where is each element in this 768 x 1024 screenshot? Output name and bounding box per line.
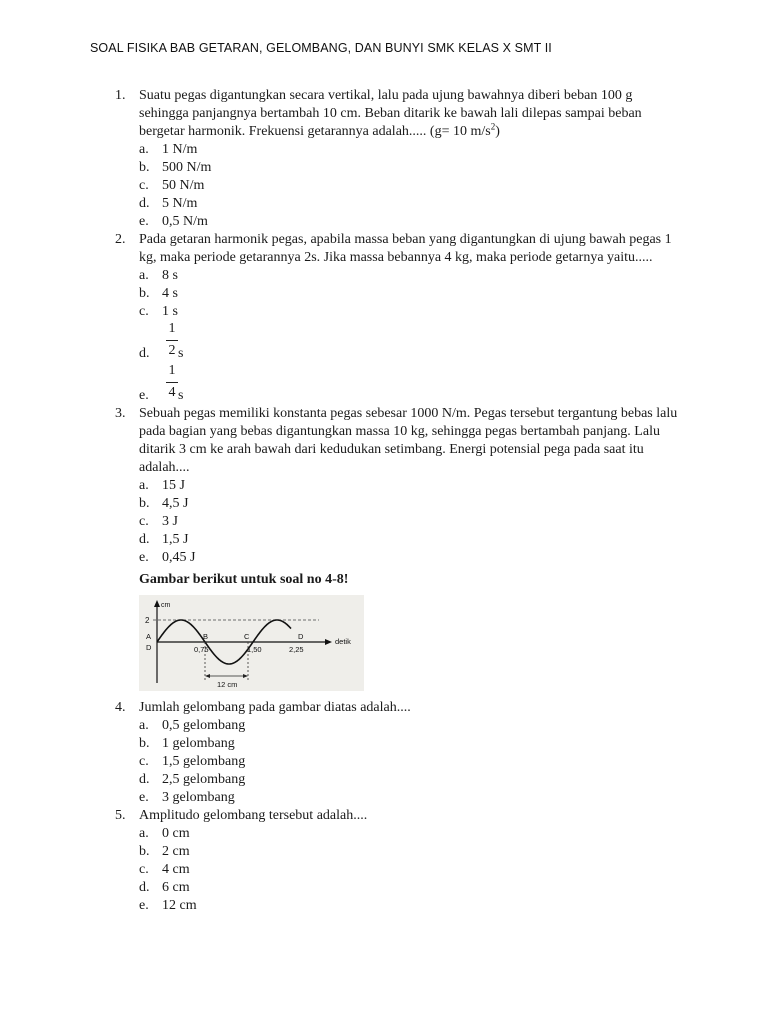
y-axis-arrow: [154, 600, 160, 607]
fraction-bar: [166, 340, 178, 341]
option-b[interactable]: [0, 843, 768, 861]
question-2: [0, 231, 768, 405]
option-list: [0, 141, 768, 231]
option-b[interactable]: [0, 159, 768, 177]
question-4: [0, 699, 768, 807]
option-d[interactable]: [0, 321, 768, 363]
option-text: 1 s: [162, 304, 178, 319]
fraction-unit: s: [178, 346, 184, 361]
option-label: b.: [139, 736, 150, 751]
page-header: SOAL FISIKA BAB GETARAN, GELOMBANG, DAN BUNYI SMK KELAS X SMT II: [90, 41, 552, 55]
fraction-denominator: 4: [168, 385, 176, 400]
option-label: c.: [139, 754, 149, 769]
option-label: a.: [139, 718, 149, 733]
option-label: a.: [139, 478, 149, 493]
option-label: d.: [139, 772, 150, 787]
option-a[interactable]: [0, 267, 768, 285]
option-a[interactable]: [0, 141, 768, 159]
option-text: 3 gelombang: [162, 790, 235, 805]
question-text: Amplitudo gelombang tersebut adalah....: [139, 808, 368, 823]
option-c[interactable]: [0, 513, 768, 531]
option-label: d.: [139, 196, 150, 211]
option-d[interactable]: [0, 771, 768, 789]
option-text: 0,5 gelombang: [162, 718, 246, 733]
fraction-numerator: 1: [168, 363, 176, 378]
option-label: b.: [139, 160, 150, 175]
point-b-label: B: [203, 632, 209, 641]
option-d[interactable]: [0, 195, 768, 213]
option-label: b.: [139, 496, 150, 511]
option-text: 2,5 gelombang: [162, 772, 246, 787]
question-number: 4.: [115, 700, 126, 715]
option-c[interactable]: [0, 861, 768, 879]
option-e[interactable]: [0, 549, 768, 567]
option-e[interactable]: [0, 897, 768, 915]
option-e[interactable]: [0, 363, 768, 405]
option-list: [0, 825, 768, 915]
option-text: 500 N/m: [162, 160, 212, 175]
option-text: 0,45 J: [162, 550, 196, 565]
question-text: Pada getaran harmonik pegas, apabila massa beban yang digantungkan di ujung bawah pegas 1 kg, maka periode getarannya 2s. Jika massa bebannya 4 kg, maka periode getarnya yaitu.....: [139, 232, 672, 265]
option-e[interactable]: [0, 789, 768, 807]
option-label: a.: [139, 142, 149, 157]
figure-title: Gambar berikut untuk soal no 4-8!: [139, 572, 349, 587]
origin-label: D: [146, 643, 152, 652]
point-a-label: A: [146, 632, 152, 641]
x-tick-label-3: 2,25: [289, 645, 304, 654]
option-text: 0 cm: [162, 826, 190, 841]
option-text: 4,5 J: [162, 496, 189, 511]
option-c[interactable]: [0, 753, 768, 771]
option-e[interactable]: [0, 213, 768, 231]
fraction-bar: [166, 382, 178, 383]
option-text: 8 s: [162, 268, 178, 283]
question-number: 5.: [115, 808, 126, 823]
point-c-label: C: [244, 632, 250, 641]
option-d[interactable]: [0, 531, 768, 549]
y-tick-label: 2: [145, 616, 150, 625]
option-label: e.: [139, 388, 149, 403]
option-label: d.: [139, 532, 150, 547]
question-text: Sebuah pegas memiliki konstanta pegas sebesar 1000 N/m. Pegas tersebut tergantung bebas lalu pada bagian yang bebas digantungkan massa 10 kg, sehingga pegas bertambah panjang. Lalu ditarik 3 cm ke arah bawah dari kedudukan setimbang. Energi potensial pega pada saat itu adalah....: [139, 406, 678, 475]
fraction-denominator: 2: [168, 343, 176, 358]
option-text: 12 cm: [162, 898, 197, 913]
question-text: Jumlah gelombang pada gambar diatas adalah....: [139, 700, 411, 715]
question-5: [0, 807, 768, 915]
y-unit-label: cm: [161, 602, 171, 609]
option-text: 3 J: [162, 514, 178, 529]
option-text: 5 N/m: [162, 196, 198, 211]
option-b[interactable]: [0, 495, 768, 513]
wave-figure: [139, 595, 364, 691]
option-text: 4 s: [162, 286, 178, 301]
span-arrow-left: [205, 674, 210, 678]
option-list: [0, 717, 768, 807]
wave-diagram: [139, 595, 364, 691]
point-d-label: D: [298, 632, 304, 641]
question-number: 1.: [115, 88, 126, 103]
option-label: a.: [139, 826, 149, 841]
option-label: c.: [139, 178, 149, 193]
option-text: 1,5 gelombang: [162, 754, 246, 769]
option-label: d.: [139, 880, 150, 895]
x-tick-label-2: 1,50: [247, 645, 262, 654]
option-text: 2 cm: [162, 844, 190, 859]
option-label: b.: [139, 286, 150, 301]
fraction: [166, 321, 178, 359]
x-tick-label-1: 0,75: [194, 645, 209, 654]
option-text: 1 gelombang: [162, 736, 235, 751]
option-label: c.: [139, 862, 149, 877]
option-label: e.: [139, 898, 149, 913]
question-1: [0, 87, 768, 231]
question-text: Suatu pegas digantungkan secara vertikal, lalu pada ujung bawahnya diberi beban 100 g sehingga panjangnya bertambah 10 cm. Beban ditarik ke bawah lali dilepas sampai beban bergetar harmonik. Frekuensi getarannya adalah..... (g= 10 $m/s^2$): [139, 88, 642, 139]
option-a[interactable]: [0, 825, 768, 843]
option-text: 6 cm: [162, 880, 190, 895]
option-label: c.: [139, 514, 149, 529]
option-text: 0,5 N/m: [162, 214, 208, 229]
fraction: [166, 363, 178, 401]
question-list: [0, 87, 768, 915]
option-list: [0, 477, 768, 567]
option-text: 4 cm: [162, 862, 190, 877]
option-text: 1 N/m: [162, 142, 198, 157]
option-label: d.: [139, 346, 150, 361]
option-c[interactable]: [0, 177, 768, 195]
option-d[interactable]: [0, 879, 768, 897]
x-unit-label: detik: [335, 637, 351, 646]
option-text: 15 J: [162, 478, 185, 493]
question-number: 2.: [115, 232, 126, 247]
question-3: [0, 405, 768, 567]
option-a[interactable]: [0, 477, 768, 495]
question-number: 3.: [115, 406, 126, 421]
x-axis-arrow: [325, 639, 332, 645]
option-list: [0, 267, 768, 405]
option-c[interactable]: [0, 303, 768, 321]
option-label: e.: [139, 550, 149, 565]
spacer: [0, 691, 768, 699]
option-b[interactable]: [0, 735, 768, 753]
option-label: c.: [139, 304, 149, 319]
option-a[interactable]: [0, 717, 768, 735]
option-label: e.: [139, 790, 149, 805]
option-text: 50 N/m: [162, 178, 205, 193]
option-b[interactable]: [0, 285, 768, 303]
span-arrow-right: [243, 674, 248, 678]
option-label: e.: [139, 214, 149, 229]
option-text: 1,5 J: [162, 532, 189, 547]
fraction-unit: s: [178, 388, 184, 403]
span-label: 12 cm: [217, 680, 238, 689]
option-label: b.: [139, 844, 150, 859]
fraction-numerator: 1: [168, 321, 176, 336]
option-label: a.: [139, 268, 149, 283]
